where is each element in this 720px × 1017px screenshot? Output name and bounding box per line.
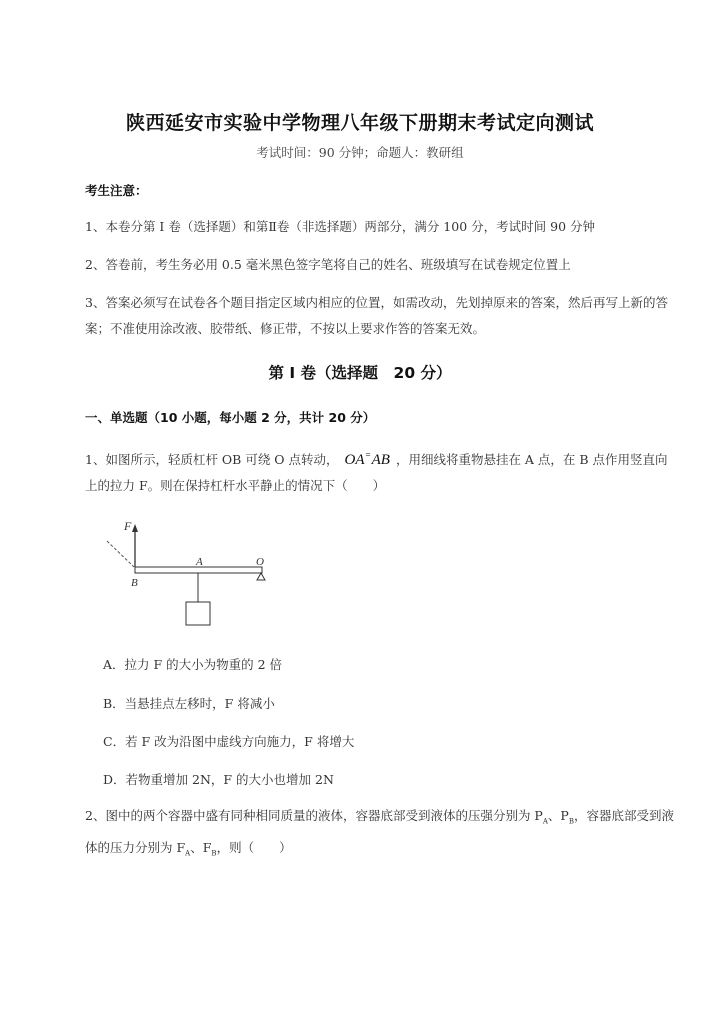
exam-subtitle: 考试时间：90 分钟；命题人：教研组 [256, 145, 464, 160]
notice-heading: 考生注意： [85, 183, 148, 198]
notice-item-3: 3、答案必须写在试卷各个题目指定区域内相应的位置，如需改动，先划掉原来的答案，然后再写上新的答案；不准使用涂改液、胶带纸、修正带，不按以上要求作答的答案无效。 [85, 295, 668, 336]
subscript-a: A [542, 817, 548, 826]
math-left: OA [344, 452, 365, 468]
pivot-icon [257, 573, 265, 580]
question-2-sep-2: 、F [190, 839, 212, 855]
weight-box [186, 602, 210, 625]
subscript-b: B [568, 817, 574, 826]
math-expression [345, 452, 390, 468]
label-b: B [131, 577, 138, 589]
option-d[interactable]: D．若物重增加 2N，F 的大小也增加 2N [103, 772, 334, 787]
question-2-sep-1: 、P [547, 808, 569, 823]
exam-title: 陕西延安市实验中学物理八年级下册期末考试定向测试 [125, 112, 594, 134]
arrow-head-icon [132, 524, 138, 532]
question-2-text-3: ，则（ ） [216, 839, 292, 855]
dashed-force-line [107, 541, 134, 567]
question-1-text-after: ，用细线将重物悬挂在 A 点，在 B 点作用竖直向上的拉力 F。则在保持杠杆水平静止的情况下（ ） [85, 452, 668, 493]
notice-item-1: 1、本卷分第 I 卷（选择题）和第Ⅱ卷（非选择题）两部分，满分 100 分，考试时间 90 分钟 [85, 219, 595, 234]
label-o: O [256, 556, 264, 568]
question-1-text-before: 1、如图所示，轻质杠杆 OB 可绕 O 点转动， [85, 452, 339, 467]
part-heading: 一、单选题（10 小题，每小题 2 分，共计 20 分） [85, 410, 376, 425]
option-a[interactable]: A．拉力 F 的大小为物重的 2 倍 [103, 657, 283, 672]
notice-item-2: 2、答卷前，考生务必用 0.5 毫米黑色签字笔将自己的姓名、班级填写在试卷规定位置上 [85, 257, 571, 272]
option-c[interactable]: C．若 F 改为沿图中虚线方向施力，F 将增大 [103, 734, 355, 749]
lever-diagram [95, 510, 285, 635]
label-f: F [124, 519, 132, 533]
subscript-a-2: A [185, 849, 191, 857]
question-2-stem [85, 803, 680, 866]
math-symbol: = [365, 450, 371, 460]
subscript-b-2: B [211, 849, 217, 857]
section-title: 第 I 卷（选择题 20 分） [268, 364, 452, 382]
label-a: A [196, 556, 203, 568]
option-b[interactable]: B．当悬挂点左移时，F 将减小 [103, 696, 275, 711]
question-2-text-1: 2、图中的两个容器中盛有同种相同质量的液体，容器底部受到液体的压强分别为 P [85, 808, 543, 823]
math-right: AB [371, 452, 390, 468]
question-2-text-2: ，容器底部受到液体的压力分别为 F [85, 808, 674, 855]
question-1-stem [85, 442, 680, 499]
